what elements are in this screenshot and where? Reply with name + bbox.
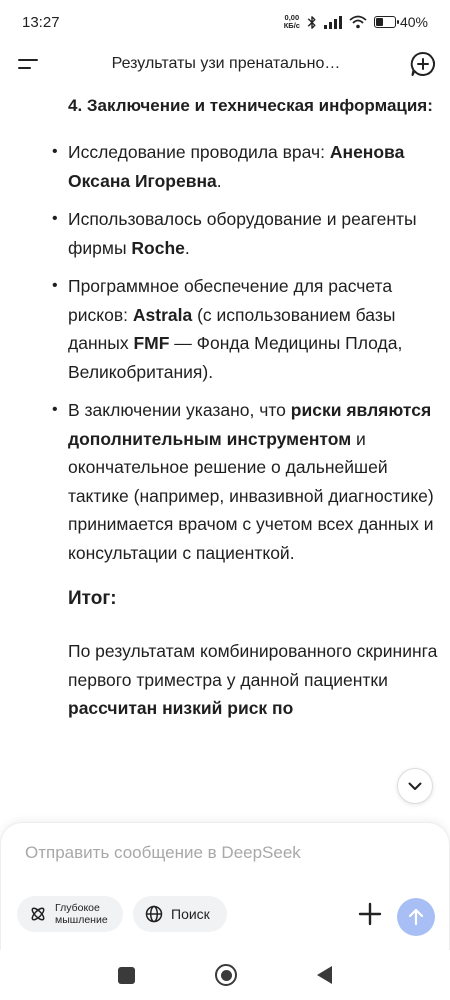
bullet-bold-text: FMF bbox=[133, 333, 170, 353]
bullet-text: — Фонда Медицины Плода, Великобритания). bbox=[68, 333, 403, 382]
network-speed-unit: КБ/с bbox=[283, 21, 300, 30]
arrow-up-icon bbox=[408, 908, 424, 926]
chevron-down-icon bbox=[408, 782, 422, 791]
new-chat-icon[interactable] bbox=[410, 51, 436, 77]
list-item bbox=[68, 272, 438, 386]
bullet-bold-text: Astrala bbox=[132, 304, 193, 325]
list-item bbox=[68, 396, 438, 567]
assistant-message bbox=[68, 92, 438, 723]
search-label: Поиск bbox=[171, 906, 210, 922]
network-speed-value: 0,00 bbox=[284, 13, 300, 22]
battery-level bbox=[376, 18, 383, 26]
status-indicators bbox=[284, 14, 428, 30]
bullet-bold-text: риски являются дополнительным инструментом bbox=[68, 400, 432, 449]
home-button[interactable] bbox=[215, 964, 237, 986]
deep-think-label-line: Глубокое bbox=[55, 902, 100, 914]
chat-header bbox=[0, 44, 450, 84]
deep-think-toggle[interactable] bbox=[17, 896, 123, 932]
menu-icon[interactable] bbox=[18, 52, 42, 76]
send-button[interactable] bbox=[397, 898, 435, 936]
bullet-text: В заключении указано, что bbox=[68, 400, 291, 420]
bullet-text: и окончательное решение о дальнейшей тактике (например, инвазивной диагностике) принимается врачом с учетом всех данных и консультации с пациенткой. bbox=[68, 428, 434, 563]
atom-icon bbox=[29, 905, 47, 923]
bullet-text: Использовалось оборудование и реагенты фирмы bbox=[68, 209, 417, 258]
status-time: 13:27 bbox=[22, 13, 60, 31]
bullet-text: Программное обеспечение для расчета рисков: bbox=[68, 276, 393, 325]
status-bar bbox=[0, 0, 450, 44]
battery-indicator bbox=[374, 14, 428, 30]
message-composer bbox=[0, 822, 450, 950]
battery-icon bbox=[374, 16, 396, 28]
message-input[interactable]: Отправить сообщение в DeepSeek bbox=[25, 843, 301, 862]
scroll-to-bottom-button[interactable] bbox=[397, 768, 433, 804]
system-nav-bar bbox=[0, 950, 450, 1000]
section-heading: 4. Заключение и техническая информация: bbox=[68, 96, 433, 115]
summary-paragraph bbox=[68, 637, 438, 723]
back-button[interactable] bbox=[317, 966, 332, 984]
list-item bbox=[68, 138, 438, 195]
bluetooth-icon bbox=[307, 15, 317, 30]
summary-text: По результатам комбинированного скрининга первого триместра у данной пациентки bbox=[68, 641, 438, 690]
bullet-bold-text: Roche bbox=[131, 237, 185, 258]
battery-percent: 40% bbox=[399, 14, 428, 30]
plus-icon[interactable] bbox=[357, 901, 383, 927]
summary-bold-text: рассчитан низкий риск по bbox=[68, 698, 294, 718]
network-speed bbox=[284, 14, 300, 30]
summary-heading: Итог: bbox=[68, 588, 117, 609]
bullet-text: (с использованием базы данных bbox=[68, 304, 396, 353]
deep-think-label bbox=[55, 902, 108, 926]
search-toggle[interactable] bbox=[133, 896, 227, 932]
deep-think-label-line: мышление bbox=[55, 914, 108, 926]
chat-title[interactable]: Результаты узи пренатально… bbox=[111, 55, 341, 72]
bullet-text: Исследование проводила врач: bbox=[68, 142, 330, 162]
recents-button[interactable] bbox=[118, 967, 135, 984]
bullet-text: . bbox=[216, 170, 222, 191]
globe-icon bbox=[145, 905, 163, 923]
conclusion-list bbox=[68, 138, 438, 567]
bullet-text: . bbox=[184, 237, 190, 258]
signal-icon bbox=[324, 16, 342, 29]
list-item bbox=[68, 205, 438, 262]
bullet-bold-text: Аненова Оксана Игоревна bbox=[68, 142, 405, 191]
wifi-icon bbox=[349, 15, 367, 29]
